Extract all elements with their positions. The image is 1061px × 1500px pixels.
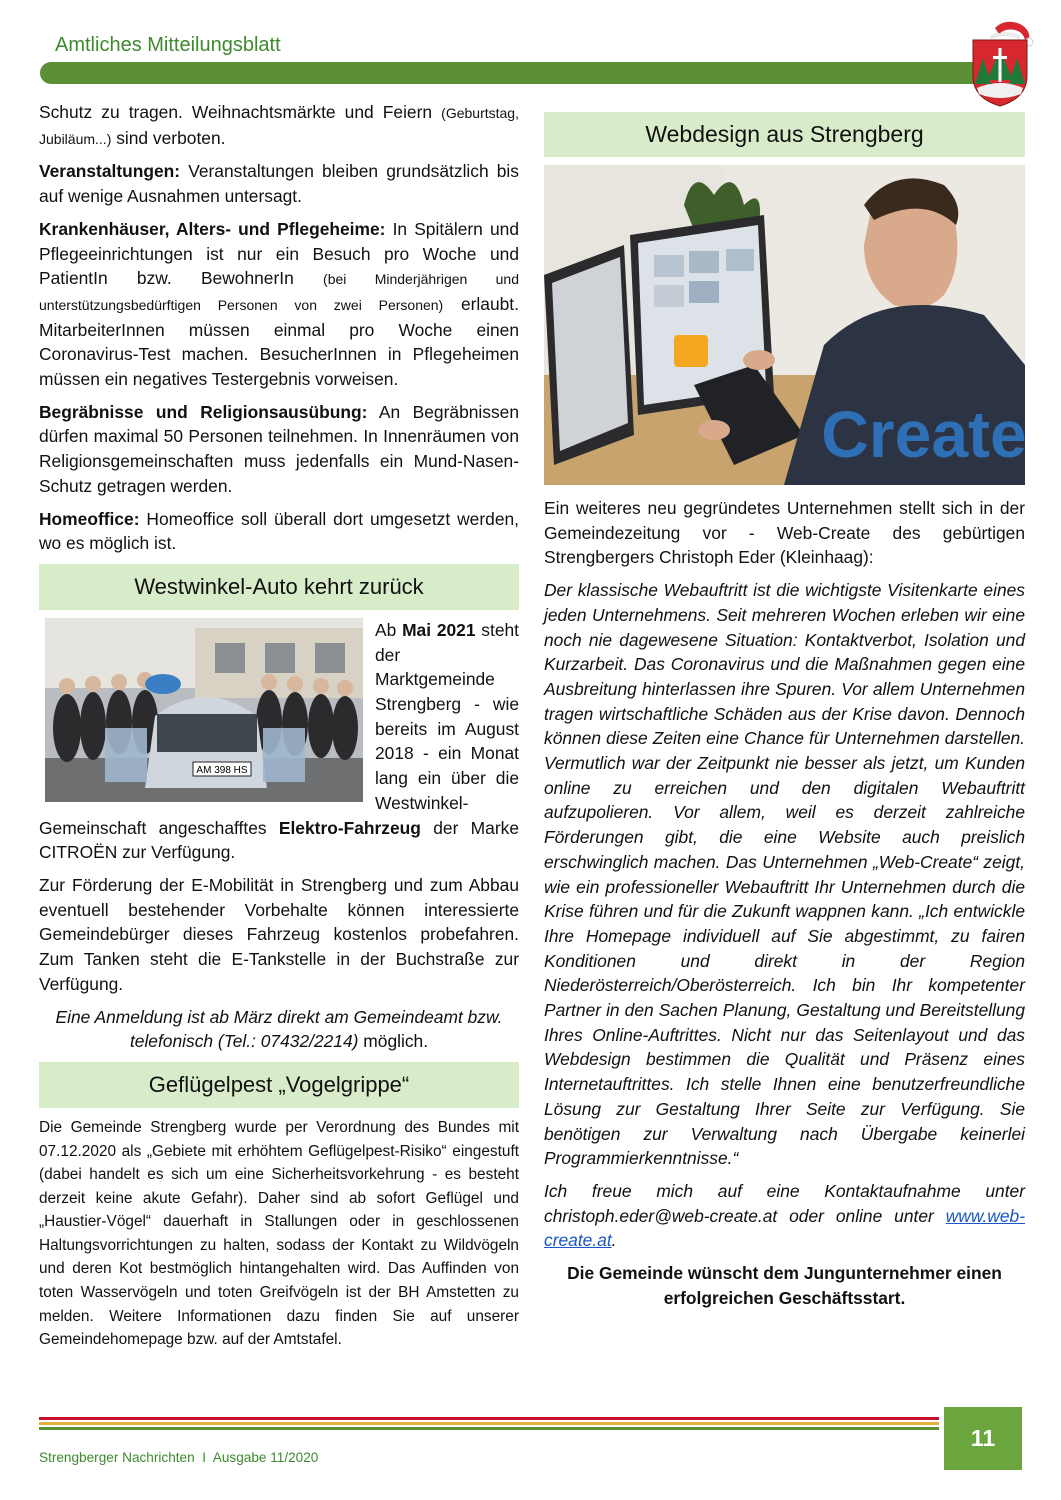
right-column bbox=[544, 112, 1025, 1311]
left-column bbox=[39, 100, 519, 1360]
begraebnisse-paragraph: Begräbnisse und Religionsausübung: An Begräbnissen dürfen maximal 50 Personen teilnehmen. In Innenräumen von Religionsgemeinschaften muss jedenfalls ein Mund-Nasen-Schutz getragen werden. bbox=[39, 401, 520, 496]
webdesign-intro: Ein weiteres neu gegründetes Unternehmen stellt sich in der Gemeindezeitung vor - Web-Create des gebürtigen Strengbergers Christoph Eder (Kleinhaag): bbox=[544, 498, 1025, 568]
header-title: Amtliches Mitteilungsblatt bbox=[55, 34, 281, 56]
westwinkel-paragraph-2: Zur Förderung der E-Mobilität in Strengberg und zum Abbau eventuell bestehender Vorbehalte können interessierte Gemeindebürger dieses Fahrzeug kostenlos probefahren. Zum Tanken steht die E-Tankstelle in der Buchstraße zur Verfügung. bbox=[39, 874, 519, 994]
footer-publication: Strengberger Nachrichten I Ausgabe 11/2020 bbox=[39, 1450, 319, 1465]
webdesign-contact: Ich freue mich auf eine Kontaktaufnahme unter christoph.eder@web-create.at oder online unter www.web-create.at. bbox=[544, 1180, 1025, 1251]
footer-stripes bbox=[39, 1417, 939, 1433]
westwinkel-paragraph-1: Ab Mai 2021 steht der Marktgemeinde Strengberg - wie bereits im August 2018 - ein Monat lang ein über die Westwinkel-Gemeinschaft angeschafftes Elektro-Fahrzeug der Marke CITROËN zur Verfügung. bbox=[39, 619, 519, 863]
license-plate: AM 398 HS bbox=[196, 764, 248, 776]
krankenhaus-paragraph: Krankenhäuser, Alters- und Pflegeheime: In Spitälern und Pflegeeinrichtungen ist nur ein Besuch pro Woche und PatientIn bzw. BewohnerIn (bei Minderjährigen und unterstützungsbedürftigen Personen von zwei Personen) erlaubt. MitarbeiterInnen müssen einmal pro Woche einen Coronavirus-Test machen. BesucherInnen in Pflegeheimen müssen ein negatives Testergebnis vorweisen. bbox=[39, 218, 519, 390]
homeoffice-paragraph: Homeoffice: Homeoffice soll überall dort umgesetzt werden, wo es möglich ist. bbox=[39, 508, 519, 554]
closing-statement: Die Gemeinde wünscht dem Jungunternehmer einen erfolgreichen Geschäftsstart. bbox=[567, 1263, 1002, 1309]
westwinkel-group-photo bbox=[45, 618, 363, 802]
municipal-crest-icon bbox=[965, 18, 1035, 108]
header-bar bbox=[40, 62, 975, 84]
westwinkel-heading: Westwinkel-Auto kehrt zurück bbox=[39, 564, 519, 610]
create-logo: Create bbox=[821, 397, 1025, 471]
webdesign-photo bbox=[544, 165, 1025, 485]
website-link[interactable]: www.web-create.at bbox=[544, 1205, 1025, 1251]
page-number: 11 bbox=[944, 1407, 1022, 1470]
webdesign-heading: Webdesign aus Strengberg bbox=[544, 112, 1025, 157]
vogelgrippe-heading: Geflügelpest „Vogelgrippe“ bbox=[39, 1062, 519, 1108]
intro-paragraph: Schutz zu tragen. Weihnachtsmärkte und Feiern (Geburtstag, Jubiläum...) sind verboten. bbox=[39, 102, 519, 148]
veranstaltungen-paragraph: Veranstaltungen: Veranstaltungen bleiben grundsätzlich bis auf wenige Ausnahmen untersagt. bbox=[39, 161, 519, 207]
vogelgrippe-paragraph: Die Gemeinde Strengberg wurde per Verordnung des Bundes mit 07.12.2020 als „Gebiete mit erhöhtem Geflügelpest-Risiko“ eingestuft (dabei handelt es sich um eine Sicherheitsvorkehrung - es besteht derzeit keine akute Gefahr). Daher sind ab sofort Geflügel und „Haustier-Vögel“ dauerhaft in Stallungen oder in geschlossenen Haltungsvorrichtungen zu halten, sodass der Kontakt zu Wildvögeln und deren Kot bestmöglich hintangehalten wird. Das Auffinden von toten Wasservögeln und toten Greifvögeln ist der BH Amstetten zu melden. Weitere Informationen dazu finden Sie auf unserer Gemeindehomepage bzw. auf der Amtstafel. bbox=[39, 1118, 519, 1349]
westwinkel-registration-note: Eine Anmeldung ist ab März direkt am Gemeindeamt bzw. telefonisch (Tel.: 07432/2214) möglich. bbox=[55, 1006, 503, 1052]
webdesign-quote: Der klassische Webauftritt ist die wichtigste Visitenkarte eines jeden Unternehmens. Seit mehreren Wochen erleben wir eine noch nie dagewesene Situation: Kontaktverbot, Isolation und Kurzarbeit. Das Coronavirus und die Maßnahmen gegen eine Ausbreitung hinterlassen ihre Spuren. Vor allem Unternehmen tragen wirtschaftliche Schäden aus der Krise davon. Dennoch können diese Zeiten eine Chance für Unternehmen darstellen. Vermutlich war der Zeitpunkt nie besser als jetzt, um Kunden online zu erreichen und den digitalen Webauftritt aufzupolieren. Vor allem, weil es derzeit zahlreiche Förderungen gibt, die eine Website auch preislich erschwinglich machen. Das Unternehmen „Web-Create“ zeigt, wie ein professioneller Webauftritt Ihr Unternehmen durch die Krise führen und für die Zukunft wappnen kann. „Ich entwickle Ihre Homepage individuell auf Sie abgestimmt, zu fairen Konditionen und direkt in der Region Niederösterreich/Oberösterreich. Ich bin Ihr kompetenter Partner in den Sachen Planung, Gestaltung und Bereitstellung Ihres Online-Auftrittes. Nicht nur das Seitenlayout und das Webdesign bestimmen die Qualität und Präsenz eines Internetauftrittes. Ich stelle Ihnen eine benutzerfreundliche Lösung zur Gestaltung Ihrer Seite zur Verfügung. Sie benötigen zur Verwaltung nach Übergabe keinerlei Programmierkenntnisse.“ bbox=[544, 580, 1025, 1169]
